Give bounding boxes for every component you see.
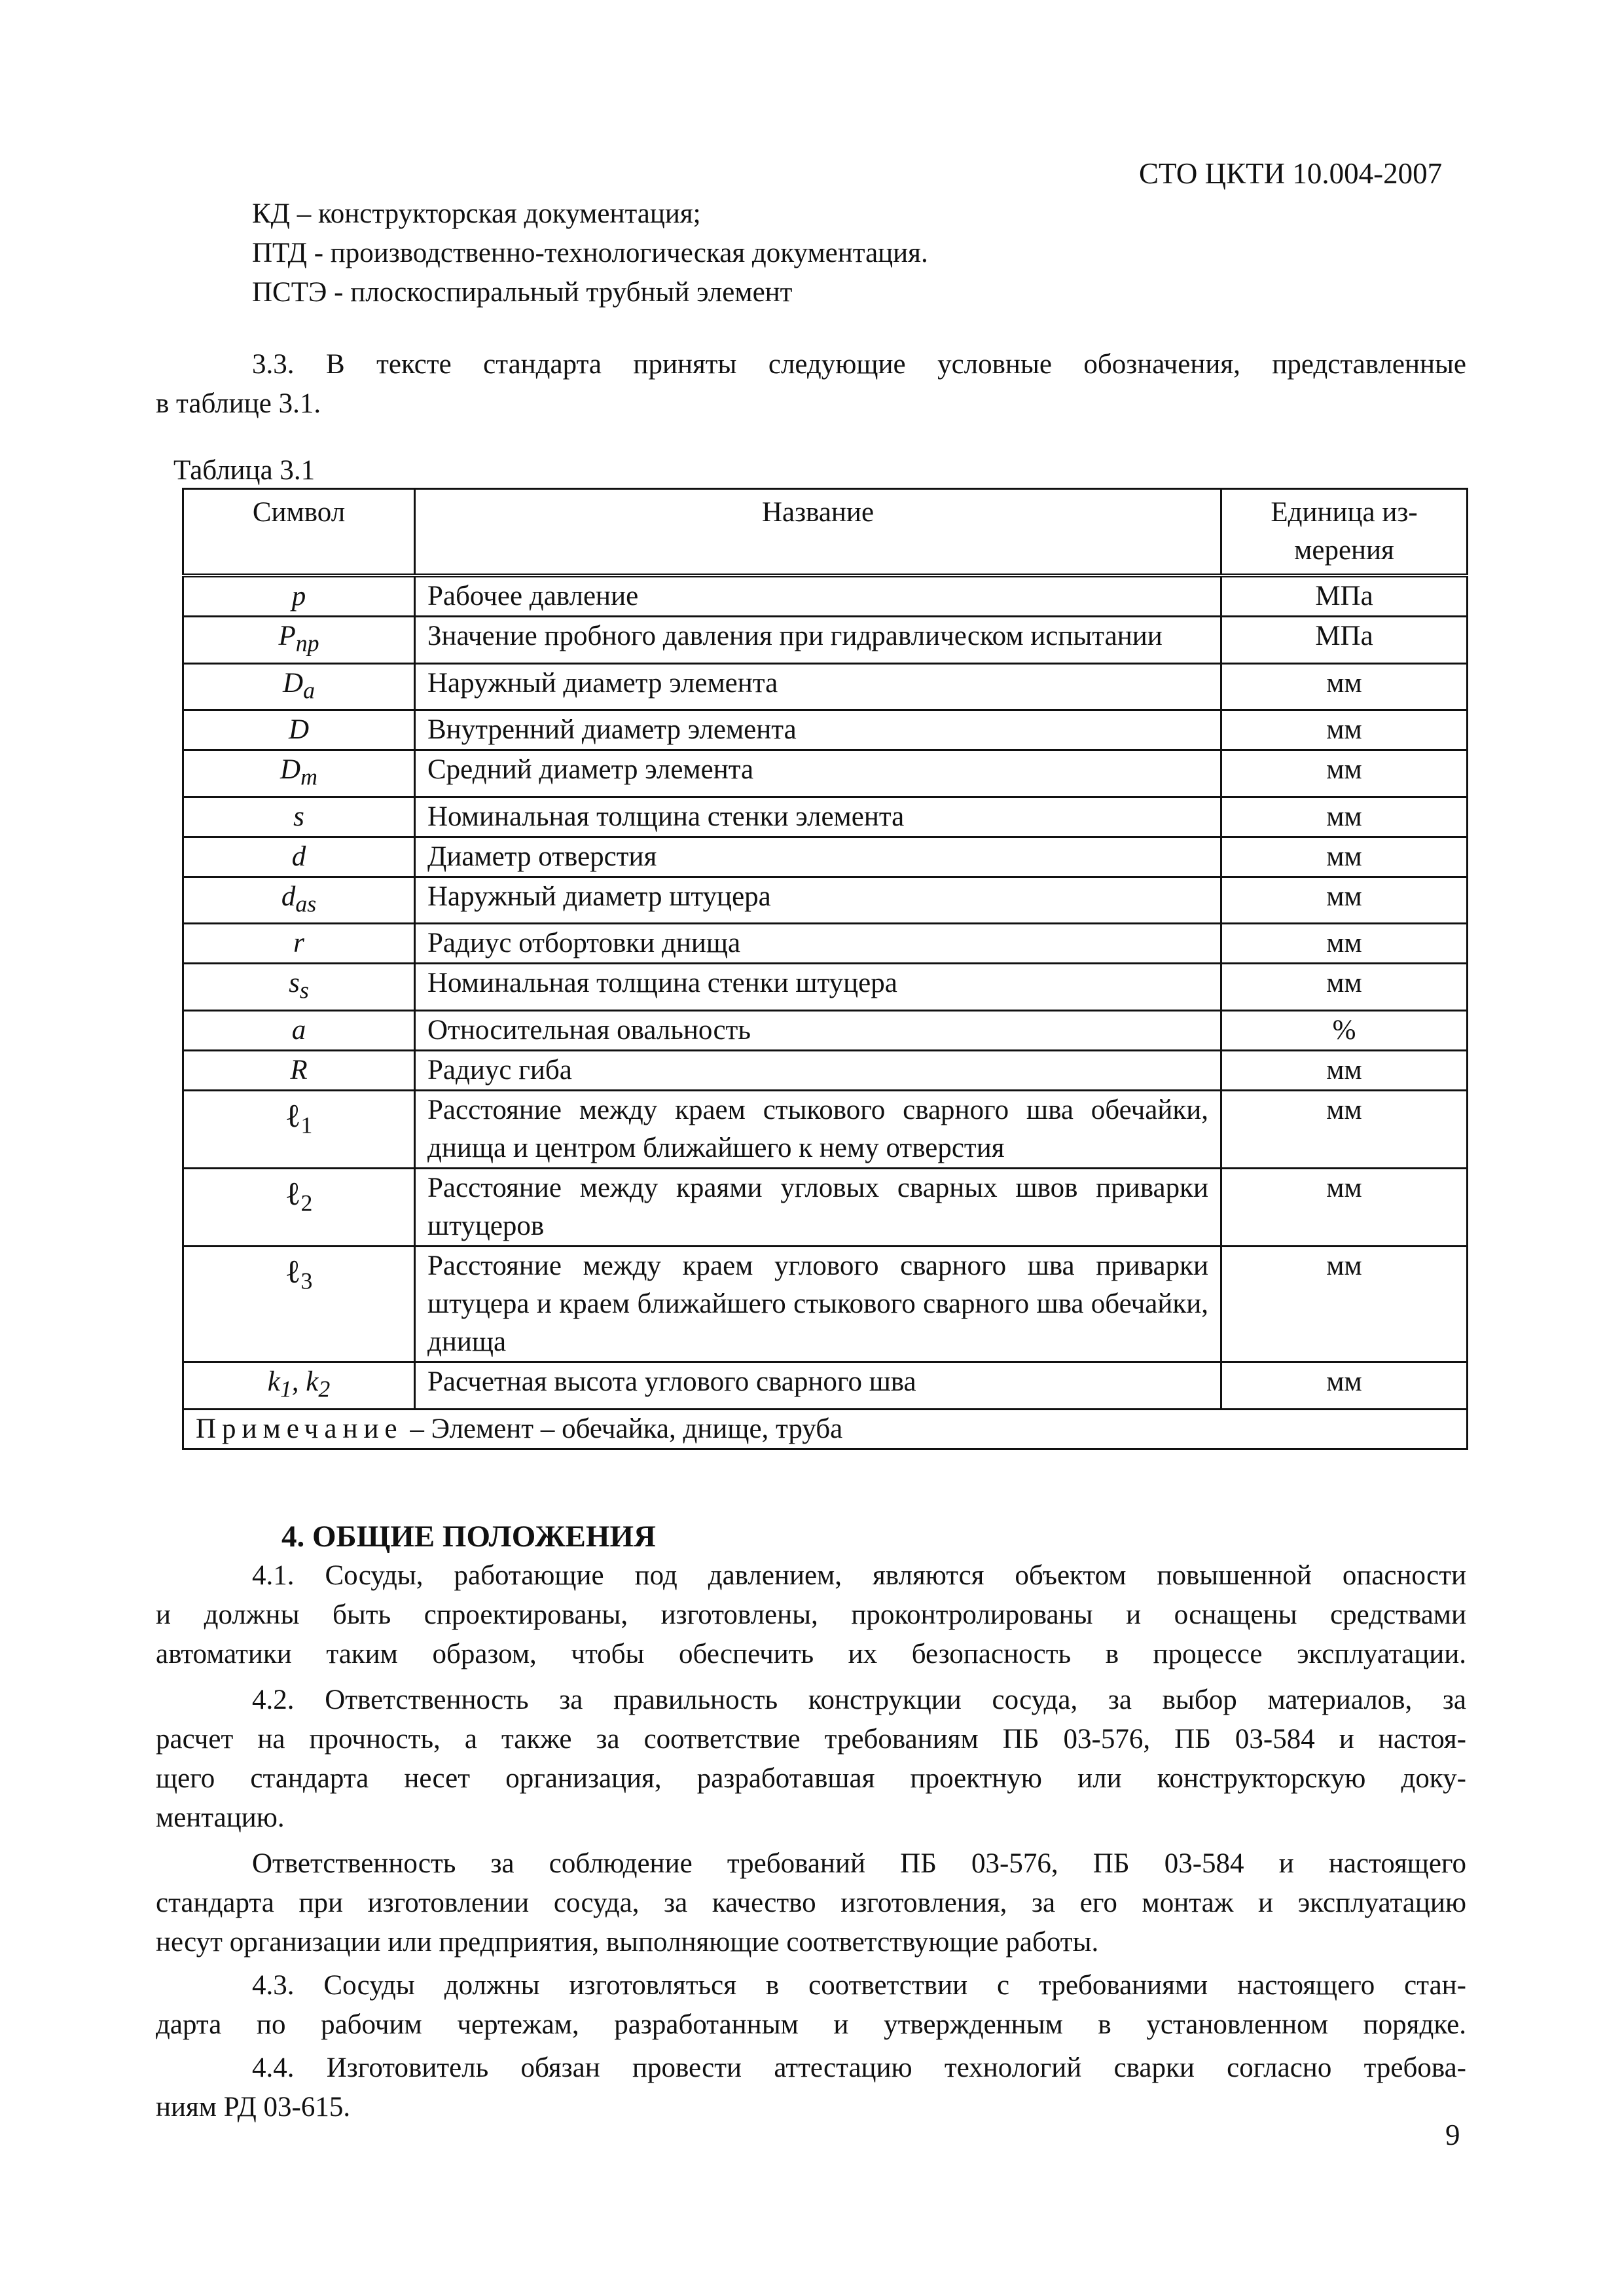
table-row [183,1090,1468,1168]
symbol-main: P [278,621,296,651]
header-unit-line-2: мерения [1294,535,1394,566]
symbol-cell [183,877,415,924]
para-4-1-line-2: и должны быть спроектированы, изготовлены, проконтролированы и оснащены средствами [156,1599,1466,1630]
symbol-main: d [281,881,296,912]
table-row [183,924,1468,964]
name-cell: Номинальная толщина стенки элемента [415,797,1221,837]
table-row [183,575,1468,617]
symbol-main: D [283,667,304,699]
unit-cell: мм [1221,663,1468,710]
para-4-3-line-1: 4.3. Сосуды должны изготовляться в соответствии с требованиями настоящего стан- [252,1970,1466,2001]
symbol-subscript: m [300,763,317,790]
table-body [183,575,1468,1409]
unit-cell: мм [1221,797,1468,837]
symbol-main: k [267,1366,280,1397]
unit-cell: мм [1221,1246,1468,1362]
para-4-2b-line-1: Ответственность за соблюдение требований ПБ 03-576, ПБ 03-584 и настоящего [252,1848,1466,1879]
para-4-4-line-1: 4.4. Изготовитель обязан провести аттестацию технологий сварки согласно требова- [252,2052,1466,2083]
symbol-main: D [280,754,301,786]
symbol-cell [183,797,415,837]
name-cell: Рабочее давление [415,575,1221,617]
symbol-cell [183,924,415,964]
symbol-main: k [306,1366,319,1397]
para-4-2b-line-3: несут организации или предприятия, выполняющие соответствующие работы. [156,1927,1099,1958]
table-row [183,797,1468,837]
symbol-cell [183,837,415,877]
unit-cell: мм [1221,1090,1468,1168]
symbol-separator: , [291,1366,306,1397]
name-cell: Расстояние между краями угловых сварных швов приварки штуцеров [415,1168,1221,1246]
symbol-cell [183,617,415,664]
header-symbol: Символ [183,489,415,576]
table-row [183,1362,1468,1409]
symbol-cell [183,710,415,750]
symbol-cell [183,964,415,1011]
symbol-cell [183,575,415,617]
table-row [183,837,1468,877]
header-name: Название [415,489,1221,576]
symbol-cell [183,1168,415,1246]
name-cell: Диаметр отверстия [415,837,1221,877]
unit-cell: мм [1221,710,1468,750]
name-cell: Расстояние между краем углового сварного шва приварки штуцера и краем ближайшего стыкового сварного шва обечайки, днища [415,1246,1221,1362]
table-caption: Таблица 3.1 [173,455,316,486]
intro-line-1: 3.3. В тексте стандарта приняты следующие условные обозначения, представленные [252,349,1466,380]
symbol-subscript: 2 [300,1190,313,1216]
symbol-main: d [291,841,306,872]
table-row [183,617,1468,664]
table-row [183,750,1468,797]
symbol-main: ℓ [285,1252,301,1290]
name-cell: Относительная овальность [415,1010,1221,1050]
header-unit-line-1: Единица из- [1271,497,1418,528]
symbol-main: p [291,581,306,611]
para-4-1-line-3: автоматики таким образом, чтобы обеспечить их безопасность в процессе эксплуатации. [156,1639,1466,1669]
unit-cell: мм [1221,1050,1468,1090]
symbol-subscript: 1 [300,1112,313,1139]
unit-cell: мм [1221,837,1468,877]
unit-cell: мм [1221,924,1468,964]
abbreviation-kd: КД – конструкторская документация; [252,198,701,229]
unit-cell: мм [1221,964,1468,1011]
name-cell: Внутренний диаметр элемента [415,710,1221,750]
symbol-cell [183,1246,415,1362]
note-text: – Элемент – обечайка, днище, труба [403,1413,843,1444]
unit-cell: мм [1221,1362,1468,1409]
para-4-2-line-1: 4.2. Ответственность за правильность конструкции сосуда, за выбор материалов, за [252,1685,1466,1715]
name-cell: Средний диаметр элемента [415,750,1221,797]
para-4-2-line-4: ментацию. [156,1802,285,1833]
symbol-cell [183,1362,415,1409]
symbol-subscript: a [303,677,315,704]
table-header-row [183,489,1468,576]
symbol-main: R [290,1054,308,1085]
name-cell: Наружный диаметр штуцера [415,877,1221,924]
unit-cell: мм [1221,750,1468,797]
symbol-subscript: as [295,890,317,917]
symbol-subscript: пр [295,630,319,657]
intro-line-2: в таблице 3.1. [156,388,321,419]
table-row [183,877,1468,924]
para-4-2-line-2: расчет на прочность, а также за соответствие требованиям ПБ 03-576, ПБ 03-584 и настоя- [156,1724,1466,1755]
symbols-table [182,488,1468,1450]
table-row [183,1010,1468,1050]
table-row [183,964,1468,1011]
symbol-main: ℓ [285,1175,301,1212]
name-cell: Радиус гиба [415,1050,1221,1090]
name-cell: Наружный диаметр элемента [415,663,1221,710]
page-number: 9 [1445,2119,1460,2151]
table-row [183,663,1468,710]
name-cell: Значение пробного давления при гидравлическом испытании [415,617,1221,664]
symbol-cell [183,1050,415,1090]
symbol-main: r [293,928,304,959]
para-4-4-line-2: ниям РД 03-615. [156,2092,351,2123]
table-row [183,710,1468,750]
section-title: 4. ОБЩИЕ ПОЛОЖЕНИЯ [281,1520,656,1554]
symbol-main: D [288,714,310,746]
unit-cell: МПа [1221,575,1468,617]
para-4-2-line-3: щего стандарта несет организация, разработавшая проектную или конструкторскую доку- [156,1763,1466,1794]
para-4-1-line-1: 4.1. Сосуды, работающие под давлением, являются объектом повышенной опасности [252,1560,1466,1591]
symbol-cell [183,663,415,710]
table-row [183,1246,1468,1362]
symbol-cell [183,750,415,797]
unit-cell: МПа [1221,617,1468,664]
name-cell: Расстояние между краем стыкового сварного шва обечайки, днища и центром ближайшего к нему отверстия [415,1090,1221,1168]
symbol-main: a [291,1014,306,1046]
table-note [183,1409,1468,1449]
document-code: СТО ЦКТИ 10.004-2007 [1139,157,1443,190]
table-note-row [183,1409,1468,1449]
unit-cell: мм [1221,877,1468,924]
symbol-subscript: 2 [318,1376,331,1402]
note-label: Примечание [196,1413,403,1444]
name-cell: Расчетная высота углового сварного шва [415,1362,1221,1409]
symbol-main: s [293,801,304,832]
name-cell: Номинальная толщина стенки штуцера [415,964,1221,1011]
unit-cell: % [1221,1010,1468,1050]
abbreviation-ptd: ПТД - производственно-технологическая документация. [252,238,928,268]
symbol-main: s [289,968,300,999]
table-row [183,1168,1468,1246]
symbol-subscript: 3 [300,1267,313,1294]
symbol-cell [183,1090,415,1168]
symbol-cell [183,1010,415,1050]
para-4-3-line-2: дарта по рабочим чертежам, разработанным и утвержденным в установленном порядке. [156,2009,1466,2040]
symbol-subscript: 1 [280,1376,292,1402]
name-cell: Радиус отбортовки днища [415,924,1221,964]
table-row [183,1050,1468,1090]
symbol-main: ℓ [285,1097,301,1134]
abbreviation-pste: ПСТЭ - плоскоспиральный трубный элемент [252,277,793,308]
para-4-2b-line-2: стандарта при изготовлении сосуда, за качество изготовления, за его монтаж и эксплуатацию [156,1887,1466,1918]
header-unit [1221,489,1468,576]
unit-cell: мм [1221,1168,1468,1246]
symbol-subscript: s [299,977,309,1004]
